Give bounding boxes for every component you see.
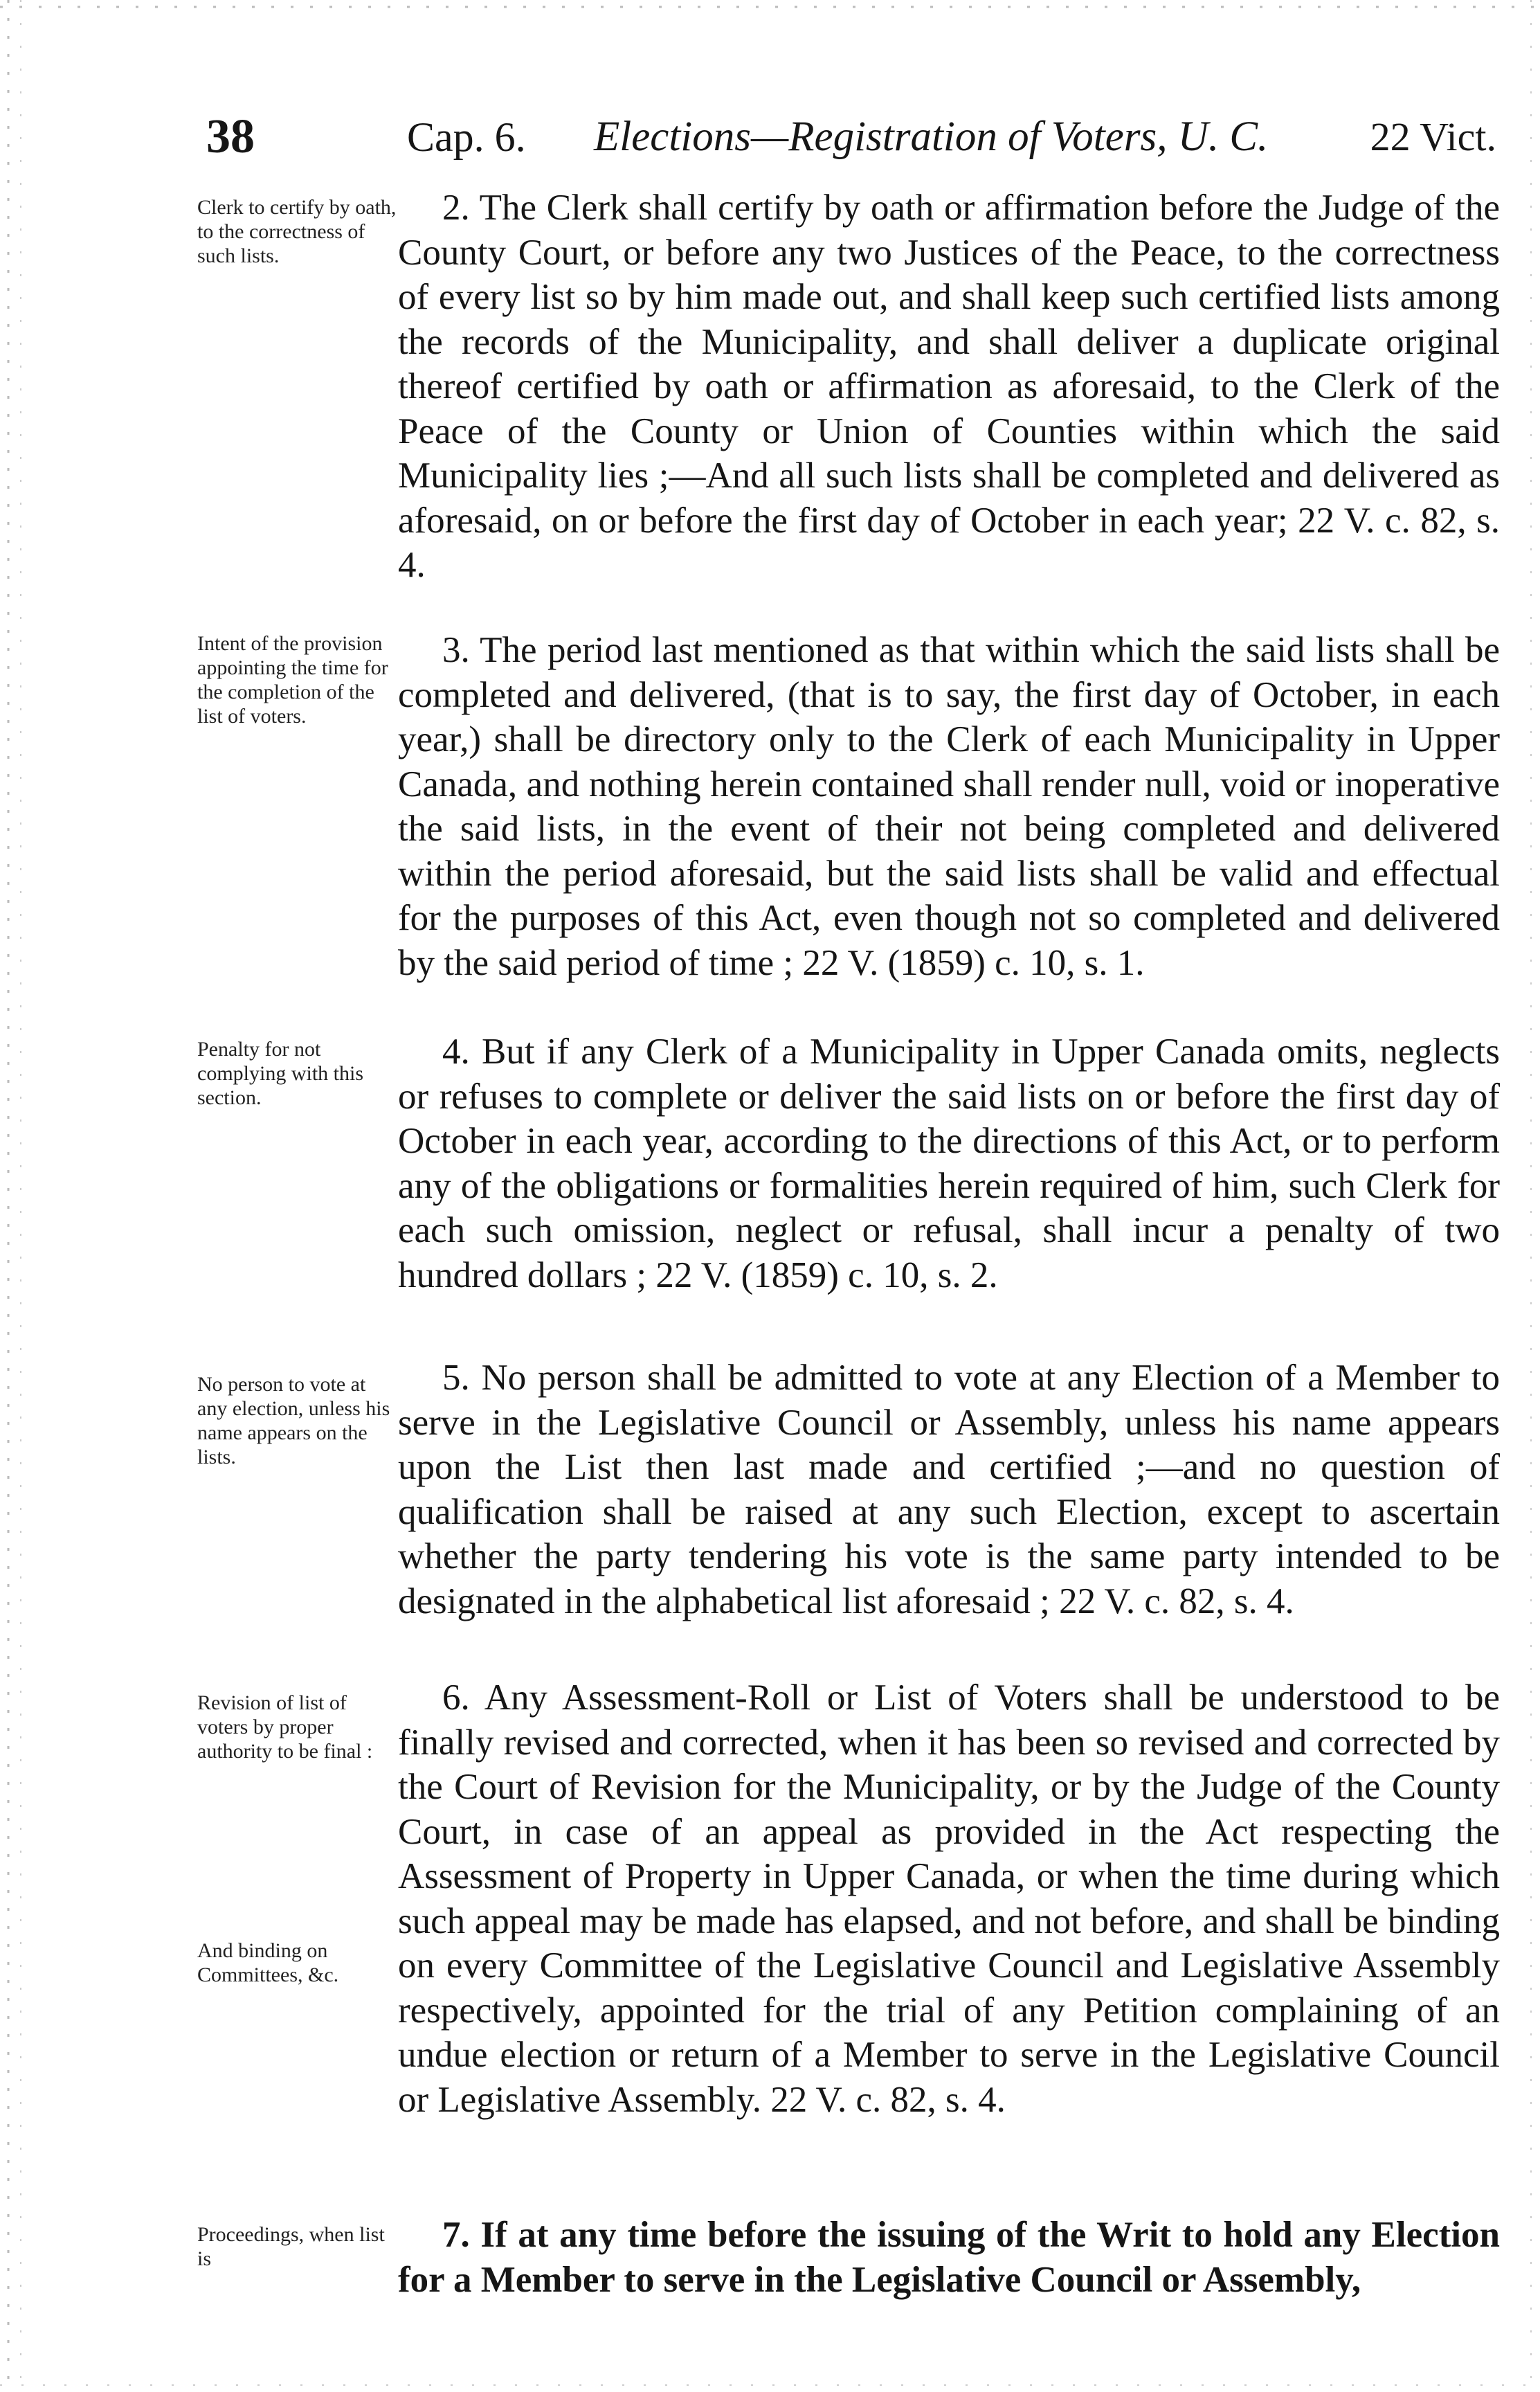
section-7-paragraph: [398, 2213, 1500, 2302]
section-text: If at any time before the issuing of the Writ to hold any Election for a Member to serve in the Legislative Council or Assembly,: [398, 2215, 1500, 2300]
chapter-label: Cap. 6.: [407, 114, 526, 160]
section-text: But if any Clerk of a Municipality in Upper Canada omits, neglects or refuses to complete or deliver the said lists on or before the first day of October in each year, according to the directions of this Act, or to perform any of the obligations or formalities herein required of him, such Clerk for each such omission, neglect or refusal, shall incur a penalty of two hundred dollars ; 22 V. (1859) c. 10, s. 2.: [398, 1032, 1500, 1295]
running-title: Elections—Registration of Voters, U. C.: [594, 114, 1269, 160]
margin-note-section-2: Clerk to certify by oath, to the correctness of such lists.: [197, 196, 397, 267]
section-text: No person shall be admitted to vote at any Election of a Member to serve in the Legislative Council or Assembly, unless his name appears upon the List then last made and certified ;—and no question of qualification shall be raised at any such Election, except to ascertain whether the party tendering his vote is the same party intended to be designated in the alphabetical list aforesaid ; 22 V. c. 82, s. 4.: [398, 1358, 1501, 1621]
section-number: 5.: [442, 1358, 470, 1398]
margin-note-section-5: No person to vote at any election, unless his name appears on the lists.: [197, 1373, 390, 1468]
section-5-paragraph: [398, 1356, 1500, 1624]
section-text: The Clerk shall certify by oath or affirmation before the Judge of the County Court, or before any two Justices of the Peace, to the correctness of every list so by him made out, and shall keep such certified lists among the records of the Municipality, and shall deliver a duplicate original thereof certified by oath or affirmation as aforesaid, to the Clerk of the Peace of the County or Union of Counties within which the said Municipality lies ;—And all such lists shall be completed and delivered as aforesaid, on or before the first day of October in each year; 22 V. c. 82, s. 4.: [398, 188, 1500, 585]
margin-note-section-7: Proceedings, when list is: [197, 2223, 385, 2270]
section-6-paragraph: [398, 1675, 1500, 2122]
running-header: [206, 109, 1496, 165]
section-text: The period last mentioned as that within which the said lists shall be completed and delivered, (that is to say, the first day of October, in each year,) shall be directory only to the Clerk of each Municipality in Upper Canada, and nothing herein contained shall render null, void or inoperative the said lists, in the event of their not being completed and delivered within the period aforesaid, but the said lists shall be valid and effectual for the purposes of this Act, even though not so completed and delivered by the said period of time ; 22 V. (1859) c. 10, s. 1.: [398, 630, 1501, 983]
section-number: 2.: [442, 188, 470, 228]
section-number: 7.: [442, 2215, 470, 2255]
section-text: Any Assessment-Roll or List of Voters shall be understood to be finally revised and corrected, when it has been so revised and corrected by the Court of Revision for the Municipality, or by the Judge of the County Court, in case of an appeal as provided in the Act respecting the Assessment of Property in Upper Canada, or when the time during which such appeal may be made has elapsed, and not before, and shall be binding on every Committee of the Legislative Council and Legislative Assembly respectively, appointed for the trial of any Petition complaining of an undue election or return of a Member to serve in the Legislative Council or Legislative Assembly. 22 V. c. 82, s. 4.: [398, 1678, 1500, 2120]
section-3-paragraph: [398, 628, 1500, 985]
regnal-year: 22 Vict.: [1370, 114, 1496, 159]
section-2-paragraph: [398, 186, 1500, 588]
section-number: 6.: [442, 1678, 470, 1718]
margin-note-section-6-b: And binding on Committees, &c.: [197, 1939, 339, 1986]
section-number: 4.: [442, 1032, 470, 1072]
margin-note-section-4: Penalty for not complying with this section.: [197, 1038, 363, 1109]
margin-note-section-3: Intent of the provision appointing the time for the completion of the list of voters.: [197, 632, 388, 728]
section-number: 3.: [442, 630, 470, 670]
margin-note-section-6: Revision of list of voters by proper authority to be final :: [197, 1691, 373, 1763]
section-4-paragraph: [398, 1029, 1500, 1297]
page-number: 38: [206, 110, 255, 163]
